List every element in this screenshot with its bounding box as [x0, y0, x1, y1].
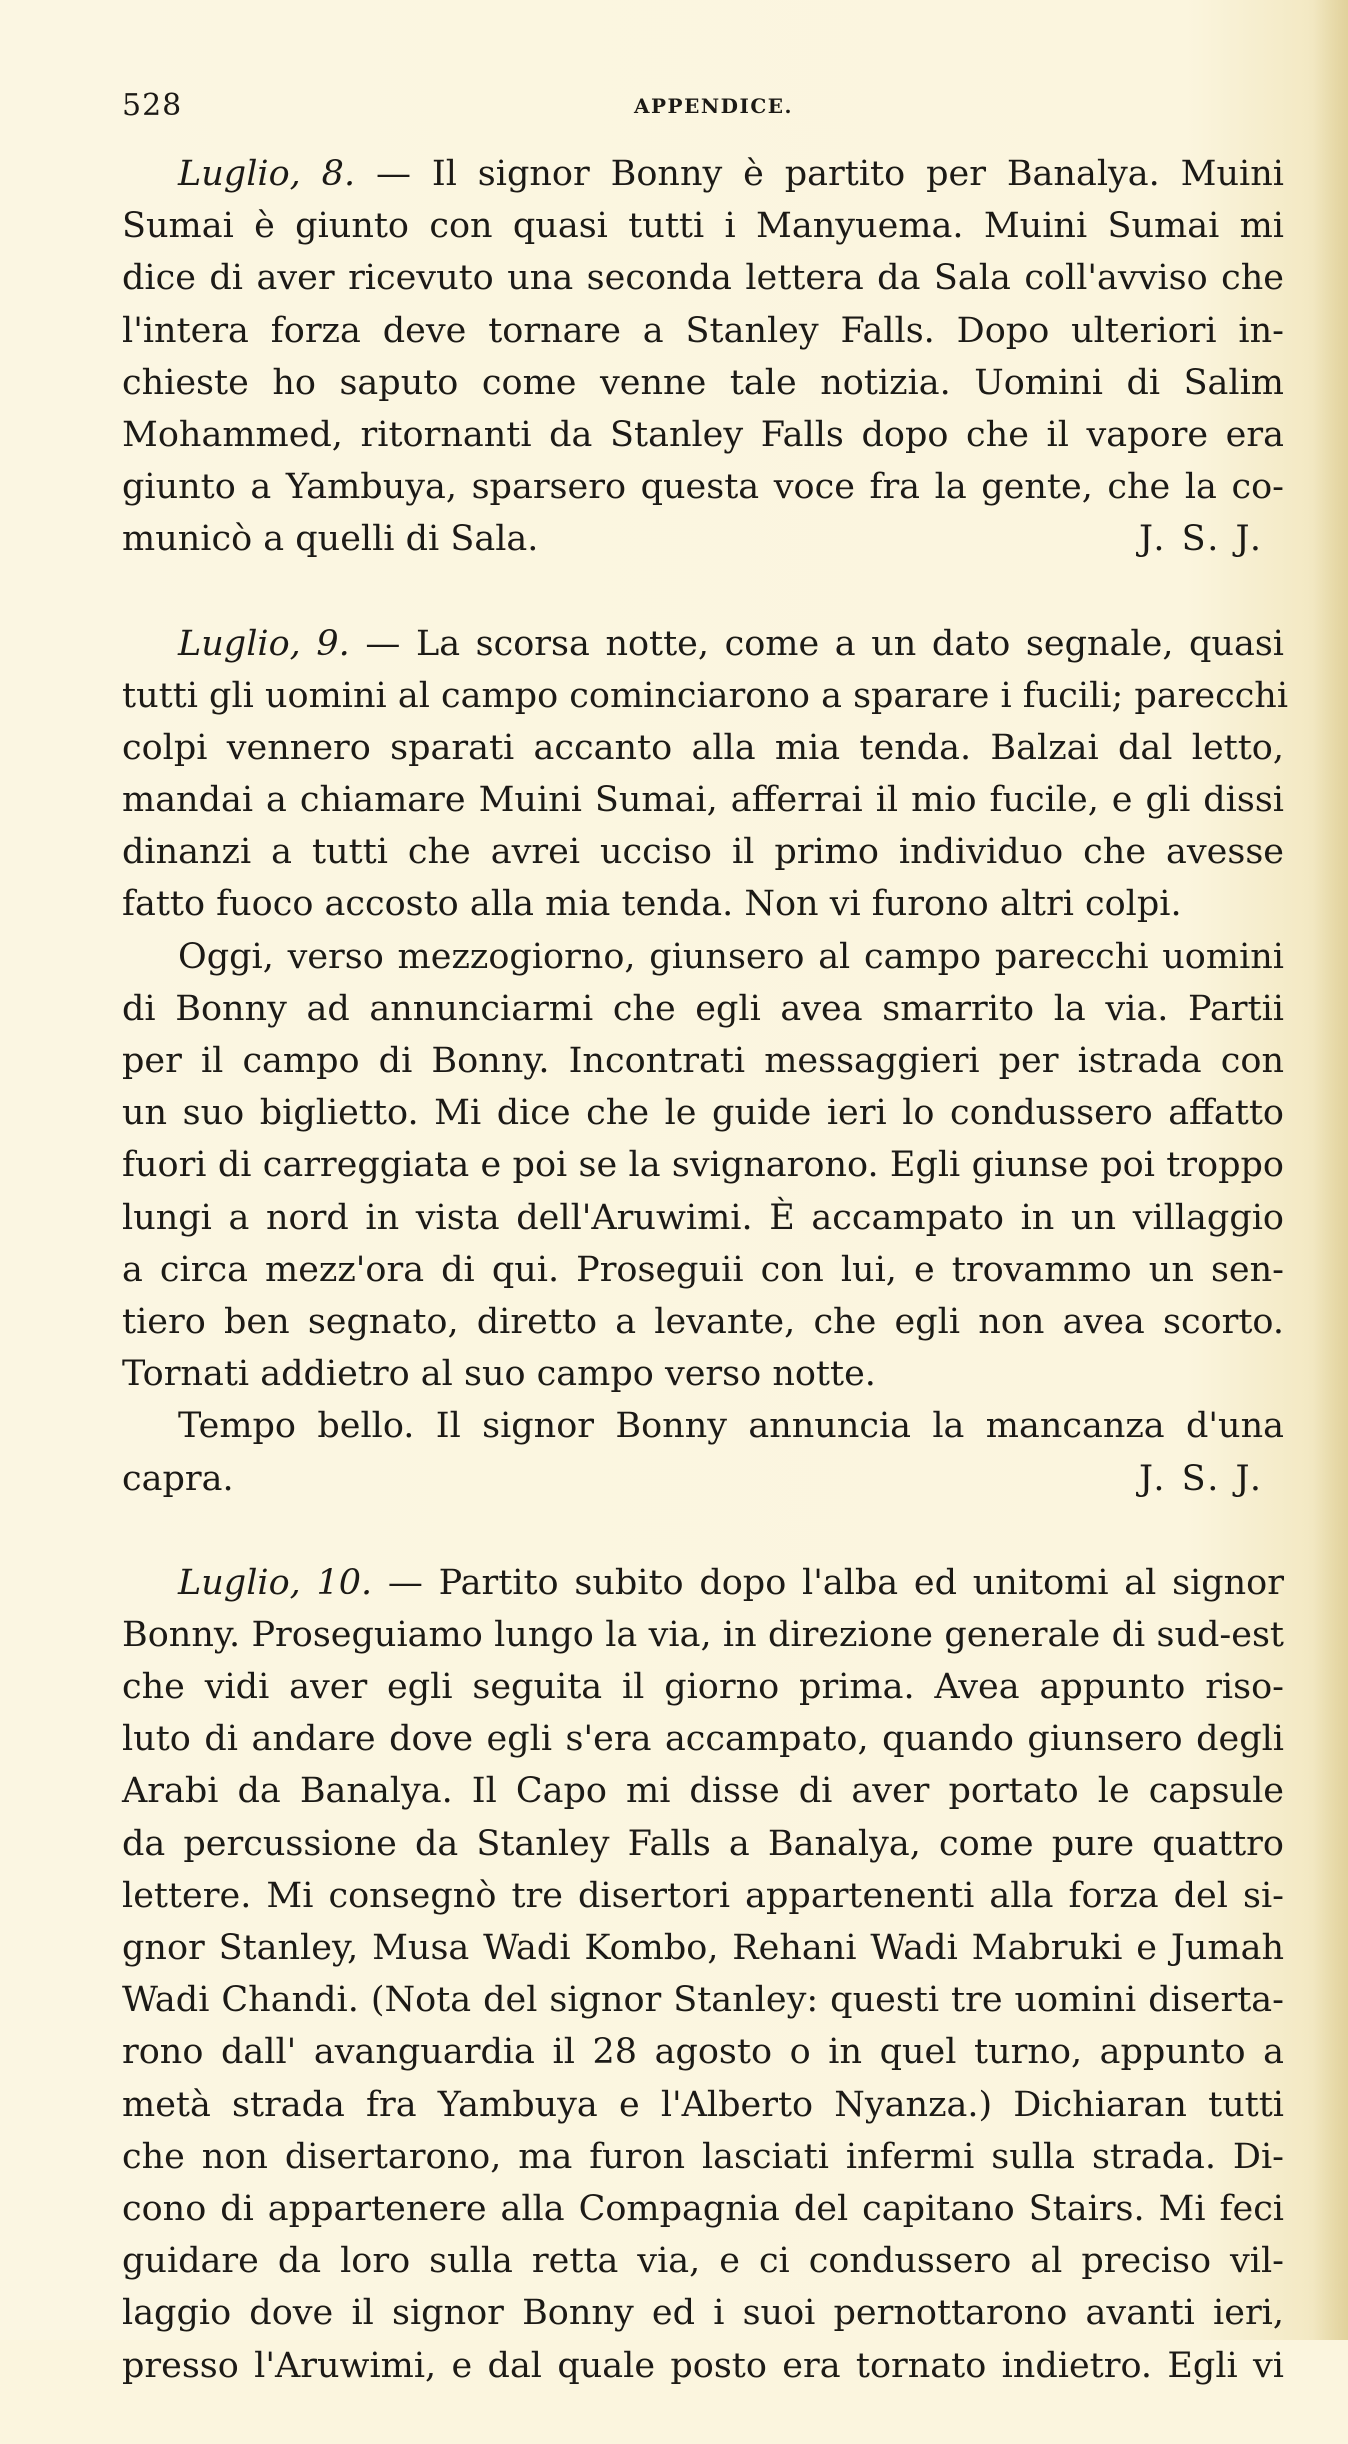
entry-date: Luglio, 10.: [178, 1562, 373, 1603]
text-line: Luglio, 10. — Partito subito dopo l'alba ed unitomi al signor: [178, 1562, 1284, 1603]
text-line: Tempo bello. Il signor Bonny annuncia la mancanza d'una: [178, 1406, 1284, 1447]
text-line: dice di aver ricevuto una seconda lettera da Sala coll'avviso che: [122, 258, 1284, 299]
text-line: colpi vennero sparati accanto alla mia tenda. Balzai dal letto,: [122, 727, 1284, 768]
closing-text: capra.: [122, 1458, 234, 1499]
diary-entry-july-9: [122, 618, 1289, 1505]
text-line: chieste ho saputo come venne tale notizia. Uomini di Salim: [122, 362, 1284, 403]
text-line: che vidi aver egli seguita il giorno prima. Avea appunto riso-: [122, 1667, 1284, 1708]
diary-entry-july-8: [122, 148, 1284, 566]
page-edge-shadow: [1314, 0, 1348, 2340]
signature: J. S. J.: [1139, 519, 1264, 560]
text-line: Luglio, 9. — La scorsa notte, come a un dato segnale, quasi: [178, 623, 1284, 664]
signature: J. S. J.: [1139, 1458, 1264, 1499]
text-line: rono dall' avanguardia il 28 agosto o in quel turno, appunto a: [122, 2032, 1284, 2073]
text-line: Wadi Chandi. (Nota del signor Stanley: questi tre uomini diserta-: [122, 1980, 1284, 2021]
entry-date: Luglio, 8.: [178, 154, 356, 194]
text-line: mandai a chiamare Muini Sumai, afferrai il mio fucile, e gli dissi: [122, 780, 1284, 821]
text-line: che non disertarono, ma furon lasciati infermi sulla strada. Di-: [122, 2136, 1284, 2177]
text-line: dinanzi a tutti che avrei ucciso il primo individuo che avesse: [122, 832, 1284, 873]
page-number: 528: [122, 88, 183, 123]
page-header: [122, 88, 1292, 132]
text-line: Bonny. Proseguiamo lungo la via, in direzione generale di sud-est: [122, 1614, 1284, 1655]
text-line: cono di appartenere alla Compagnia del capitano Stairs. Mi feci: [122, 2188, 1284, 2229]
text-line: Tornati addietro al suo campo verso notte.: [122, 1354, 876, 1395]
text-line: lettere. Mi consegnò tre disertori appartenenti alla forza del si-: [122, 1875, 1284, 1916]
text-line: Arabi da Banalya. Il Capo mi disse di aver portato le capsule: [122, 1771, 1284, 1812]
closing-text: municò a quelli di Sala.: [122, 519, 539, 560]
text-line: un suo biglietto. Mi dice che le guide ieri lo condussero affatto: [122, 1093, 1284, 1134]
text-line: Oggi, verso mezzogiorno, giunsero al campo parecchi uomini: [178, 936, 1284, 977]
text-line: laggio dove il signor Bonny ed i suoi pernottarono avanti ieri,: [122, 2293, 1284, 2334]
text-line: tiero ben segnato, diretto a levante, che egli non avea scorto.: [122, 1301, 1284, 1342]
text-line: presso l'Aruwimi, e dal quale posto era tornato indietro. Egli vi: [122, 2345, 1284, 2386]
text-line: giunto a Yambuya, sparsero questa voce fra la gente, che la co-: [122, 467, 1284, 508]
text-line: Mohammed, ritornanti da Stanley Falls dopo che il vapore era: [122, 414, 1284, 455]
text-line: [122, 513, 1284, 565]
text-line: gnor Stanley, Musa Wadi Kombo, Rehani Wadi Mabruki e Jumah: [122, 1928, 1284, 1968]
text-line: Luglio, 8. — Il signor Bonny è partito per Banalya. Muini: [178, 154, 1284, 194]
text-line: per il campo di Bonny. Incontrati messaggieri per istrada con: [122, 1041, 1284, 1081]
text-line: fatto fuoco accosto alla mia tenda. Non vi furono altri colpi.: [122, 884, 1182, 925]
text-line: metà strada fra Yambuya e l'Alberto Nyanza.) Dichiaran tutti: [122, 2084, 1284, 2125]
text-line: da percussione da Stanley Falls a Banalya, come pure quattro: [122, 1823, 1284, 1864]
entry-date: Luglio, 9.: [178, 623, 350, 664]
text-line: fuori di carreggiata e poi se la svignarono. Egli giunse poi troppo: [122, 1145, 1284, 1186]
text-line: a circa mezz'ora di qui. Proseguii con lui, e trovammo un sen-: [122, 1249, 1284, 1290]
text-line: di Bonny ad annunciarmi che egli avea smarrito la via. Partii: [122, 988, 1284, 1029]
text-line: l'intera forza deve tornare a Stanley Falls. Dopo ulteriori in-: [122, 310, 1284, 351]
text-line: Sumai è giunto con quasi tutti i Manyuema. Muini Sumai mi: [122, 206, 1284, 247]
text-line: lungi a nord in vista dell'Aruwimi. È accampato in un villaggio: [122, 1197, 1284, 1238]
text-line: [122, 1453, 1284, 1505]
text-block: [122, 148, 1289, 2444]
diary-entry-july-10: [122, 1557, 1284, 2392]
text-line: guidare da loro sulla retta via, e ci condussero al preciso vil-: [122, 2241, 1284, 2282]
running-head: APPENDICE.: [634, 94, 793, 118]
text-line: luto di andare dove egli s'era accampato, quando giunsero degli: [122, 1719, 1284, 1760]
text-line: tutti gli uomini al campo cominciarono a sparare i fucili; parecchi: [122, 675, 1289, 716]
